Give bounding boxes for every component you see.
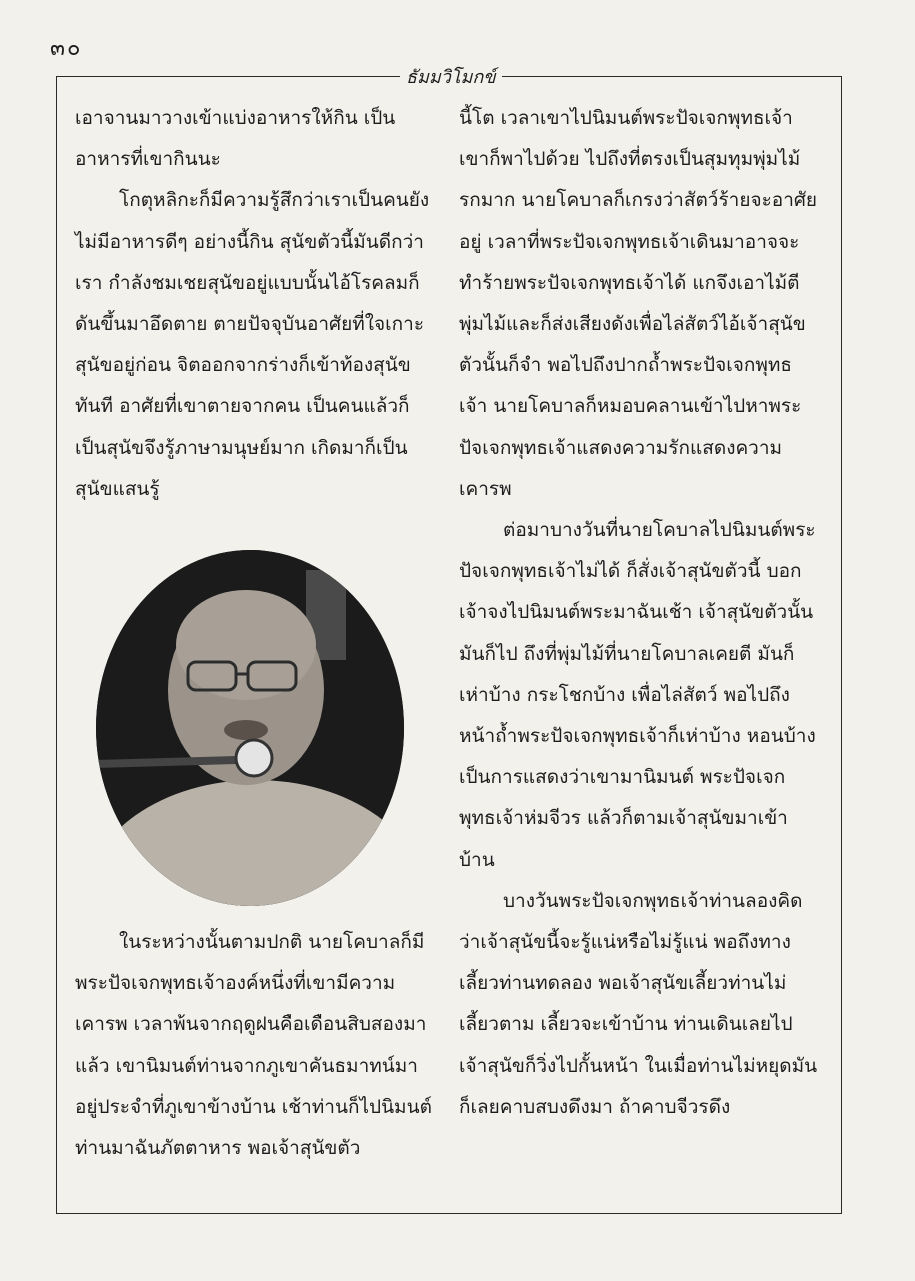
monk-portrait-photo: [96, 550, 404, 906]
portrait-illustration: [96, 550, 404, 906]
left-paragraph-2: โกตุหลิกะก็มีความรู้สึกว่าเราเป็นคนยังไม่มีอาหารดีๆ อย่างนี้กิน สุนัขตัวนี้มันดีกว่าเรา กำลังชมเชยสุนัขอยู่แบบนั้นไอ้โรคลมก็ดันขึ้นมาอึดตาย ตายปัจจุบันอาศัยที่ใจเกาะสุนัขอยู่ก่อน จิตออกจากร่างก็เข้าท้องสุนัขทันที อาศัยที่เขาตายจากคน เป็นคนแล้วก็เป็นสุนัขจึงรู้ภาษามนุษย์มาก เกิดมาก็เป็นสุนัขแสนรู้: [75, 189, 430, 500]
right-paragraph-3: บางวันพระปัจเจกพุทธเจ้าท่านลองคิดว่าเจ้าสุนัขนี้จะรู้แน่หรือไม่รู้แน่ พอถึงทางเลี้ยวท่านทดลอง พอเจ้าสุนัขเลี้ยวท่านไม่เลี้ยวตาม เลี้ยวจะเข้าบ้าน ท่านเดินเลยไป เจ้าสุนัขก็วิ่งไปกั้นหน้า ในเมื่อท่านไม่หยุดมันก็เลยคาบสบงดึงมา ถ้าคาบจีวรดึง: [459, 889, 818, 1118]
right-column: [459, 98, 819, 1128]
left-column-top: [75, 98, 437, 510]
right-paragraph-1: นี้โต เวลาเขาไปนิมนต์พระปัจเจกพุทธเจ้าเขาก็พาไปด้วย ไปถึงที่ตรงเป็นสุมทุมพุ่มไม้รกมาก นายโคบาลก็เกรงว่าสัตว์ร้ายจะอาศัยอยู่ เวลาที่พระปัจเจกพุทธเจ้าเดินมาอาจจะทำร้ายพระปัจเจกพุทธเจ้าได้ แกจึงเอาไม้ตีพุ่มไม้และก็ส่งเสียงดังเพื่อไล่สัตว์ไอ้เจ้าสุนัขตัวนั้นก็จำ พอไปถึงปากถ้ำพระปัจเจกพุทธเจ้า นายโคบาลก็หมอบคลานเข้าไปหาพระปัจเจกพุทธเจ้าแสดงความรักแสดงความเคารพ: [459, 107, 818, 500]
running-header-title: ธัมมวิโมกข์: [400, 62, 502, 91]
page-number: ๓๐: [50, 36, 83, 61]
left-paragraph-1: เอาจานมาวางเข้าแบ่งอาหารให้กิน เป็นอาหารที่เขากินนะ: [75, 107, 396, 171]
right-paragraph-2: ต่อมาบางวันที่นายโคบาลไปนิมนต์พระปัจเจกพุทธเจ้าไม่ได้ ก็สั่งเจ้าสุนัขตัวนี้ บอกเจ้าจงไปนิมนต์พระมาฉันเช้า เจ้าสุนัขตัวนั้นมันก็ไป ถึงที่พุ่มไม้ที่นายโคบาลเคยตี มันก็เห่าบ้าง กระโชกบ้าง เพื่อไล่สัตว์ พอไปถึงหน้าถ้ำพระปัจเจกพุทธเจ้าก็เห่าบ้าง หอนบ้าง เป็นการแสดงว่าเขามานิมนต์ พระปัจเจกพุทธเจ้าห่มจีวร แล้วก็ตามเจ้าสุนัขมาเข้าบ้าน: [459, 519, 816, 871]
left-column-bottom: [75, 922, 437, 1169]
left-paragraph-3: ในระหว่างนั้นตามปกติ นายโคบาลก็มีพระปัจเจกพุทธเจ้าองค์หนึ่งที่เขามีความเคารพ เวลาพ้นจากฤดูฝนคือเดือนสิบสองมาแล้ว เขานิมนต์ท่านจากภูเขาคันธมาทน์มาอยู่ประจำที่ภูเขาข้างบ้าน เช้าท่านก็ไปนิมนต์ท่านมาฉันภัตตาหาร พอเจ้าสุนัขตัว: [75, 931, 432, 1160]
